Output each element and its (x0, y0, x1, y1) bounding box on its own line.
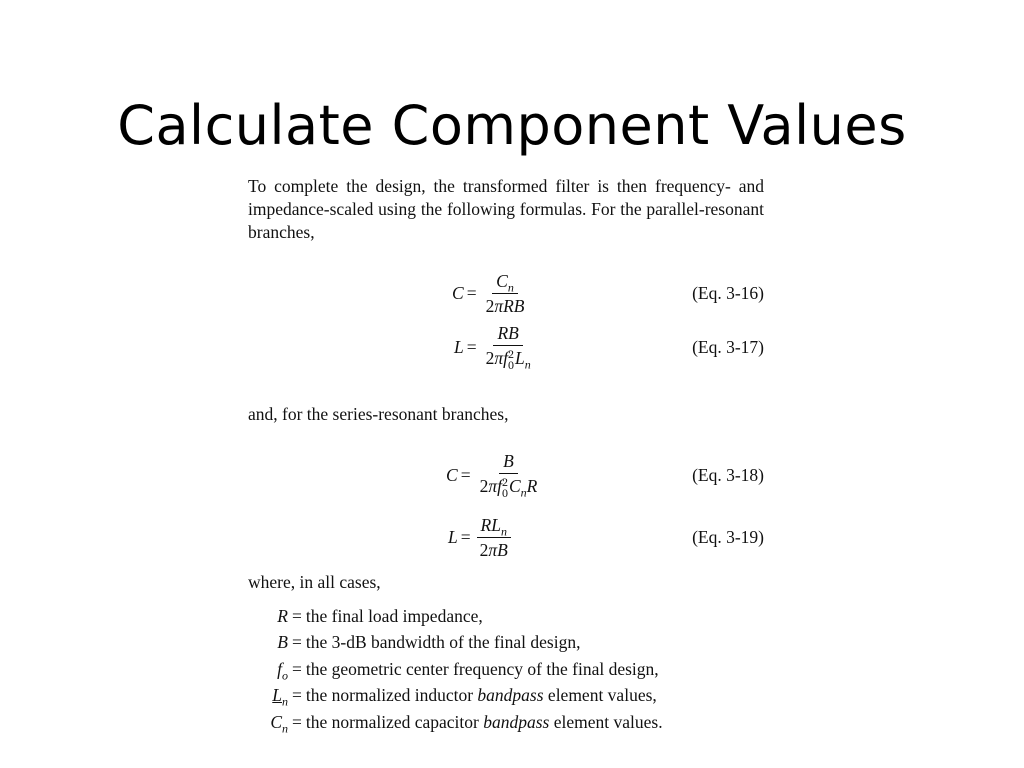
eq-fraction: $\frac{RL_n}{2\pi B}$ (476, 515, 512, 560)
equation-3-18: C = B 2πf 2 0 $C_nR$ (Eq. 3-18) (248, 447, 764, 503)
equation-ref: (Eq. 3-17) (692, 336, 764, 357)
definition-text: the normalized inductor bandpass element values, (305, 685, 657, 706)
where-paragraph: where, in all cases, (248, 572, 381, 592)
equation-ref: (Eq. 3-16) (692, 282, 764, 303)
intro-paragraph: To complete the design, the transformed filter is then frequency- and impedance-scaled using the following formulas. For the parallel-resonant branches, (248, 176, 764, 242)
equation-3-17: L = RB 2πf 2 0 $L_n$ (Eq. 3-17) (248, 319, 764, 375)
eq-fraction: RB 2πf 2 0 $L_n$ (485, 323, 531, 372)
definition-item: R = the final load impedance, (248, 603, 663, 630)
eq-lhs: C (446, 464, 458, 485)
definition-symbol: $C_n$ (270, 711, 288, 736)
definition-item: B = the 3-dB bandwidth of the final design, (248, 630, 663, 657)
equation-ref: (Eq. 3-18) (692, 464, 764, 485)
eq-lhs: L (454, 336, 464, 357)
definition-text: the final load impedance, (305, 605, 483, 626)
definitions-list (248, 603, 663, 736)
series-paragraph: and, for the series-resonant branches, (248, 404, 509, 424)
definition-text: the 3-dB bandwidth of the final design, (305, 632, 581, 653)
definition-text: the normalized capacitor bandpass element values. (305, 711, 663, 732)
slide-title: Calculate Component Values (117, 94, 907, 158)
definition-symbol: R (277, 605, 288, 626)
eq-fraction: B 2πf 2 0 $C_nR$ (479, 451, 538, 500)
definition-text: the geometric center frequency of the final design, (305, 658, 659, 679)
definition-symbol: $L_n$ (272, 685, 288, 709)
eq-lhs: L (448, 526, 458, 547)
eq-fraction: $\frac{C_n}{\text{2πRB}}$ (485, 270, 525, 316)
definition-symbol: $f_o$ (277, 658, 288, 683)
equation-3-19: L = $\frac{RL_n}{2\pi B}$ (Eq. 3-19) (248, 509, 764, 565)
equation-ref: (Eq. 3-19) (692, 526, 764, 547)
definition-symbol: B (277, 632, 288, 653)
equation-3-16: C = $\frac{C_n}{\text{2πRB}}$ (Eq. 3-16) (248, 265, 764, 321)
definition-item: $L_n$ = the normalized inductor bandpass element values, (248, 683, 663, 710)
definition-item: $f_o$ = the geometric center frequency of the final design, (248, 656, 663, 683)
eq-lhs: C (452, 282, 464, 303)
definition-item: $C_n$ = the normalized capacitor bandpass element values. (248, 709, 663, 736)
